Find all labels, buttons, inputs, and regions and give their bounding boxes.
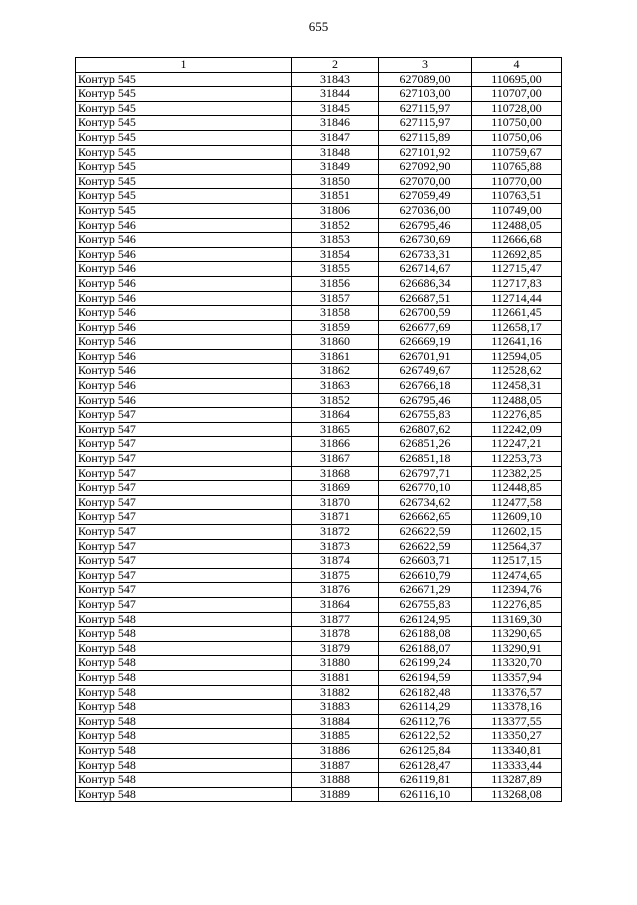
y-coordinate-cell: 112564,37 xyxy=(472,539,562,554)
table-row xyxy=(76,583,562,598)
y-coordinate-cell: 110759,67 xyxy=(472,145,562,160)
point-number-cell: 31888 xyxy=(292,773,379,788)
x-coordinate-cell: 627089,00 xyxy=(379,72,472,87)
table-row xyxy=(76,160,562,175)
y-coordinate-cell: 113350,27 xyxy=(472,729,562,744)
y-coordinate-cell: 110750,00 xyxy=(472,116,562,131)
point-number-cell: 31853 xyxy=(292,233,379,248)
table-row xyxy=(76,641,562,656)
y-coordinate-cell: 112242,09 xyxy=(472,422,562,437)
y-coordinate-cell: 112276,85 xyxy=(472,597,562,612)
y-coordinate-cell: 110695,00 xyxy=(472,72,562,87)
contour-name-cell: Контур 548 xyxy=(76,627,292,642)
point-number-cell: 31887 xyxy=(292,758,379,773)
table-row xyxy=(76,525,562,540)
contour-name-cell: Контур 546 xyxy=(76,262,292,277)
y-coordinate-cell: 112692,85 xyxy=(472,247,562,262)
table-row xyxy=(76,495,562,510)
table-row xyxy=(76,452,562,467)
point-number-cell: 31878 xyxy=(292,627,379,642)
table-row xyxy=(76,379,562,394)
point-number-cell: 31872 xyxy=(292,525,379,540)
x-coordinate-cell: 626194,59 xyxy=(379,670,472,685)
point-number-cell: 31873 xyxy=(292,539,379,554)
contour-name-cell: Контур 548 xyxy=(76,700,292,715)
contour-name-cell: Контур 545 xyxy=(76,189,292,204)
contour-name-cell: Контур 545 xyxy=(76,116,292,131)
contour-name-cell: Контур 546 xyxy=(76,335,292,350)
x-coordinate-cell: 627115,97 xyxy=(379,116,472,131)
x-coordinate-cell: 626733,31 xyxy=(379,247,472,262)
point-number-cell: 31886 xyxy=(292,743,379,758)
table-row xyxy=(76,670,562,685)
table-row xyxy=(76,597,562,612)
table-row xyxy=(76,203,562,218)
point-number-cell: 31862 xyxy=(292,364,379,379)
x-coordinate-cell: 626755,83 xyxy=(379,597,472,612)
table-row xyxy=(76,233,562,248)
x-coordinate-cell: 626677,69 xyxy=(379,320,472,335)
table-row xyxy=(76,554,562,569)
y-coordinate-cell: 110749,00 xyxy=(472,203,562,218)
table-row xyxy=(76,568,562,583)
contour-name-cell: Контур 547 xyxy=(76,583,292,598)
y-coordinate-cell: 110770,00 xyxy=(472,174,562,189)
y-coordinate-cell: 112488,05 xyxy=(472,393,562,408)
y-coordinate-cell: 112714,44 xyxy=(472,291,562,306)
table-row xyxy=(76,422,562,437)
y-coordinate-cell: 112666,68 xyxy=(472,233,562,248)
y-coordinate-cell: 113290,65 xyxy=(472,627,562,642)
contour-name-cell: Контур 546 xyxy=(76,291,292,306)
y-coordinate-cell: 112474,65 xyxy=(472,568,562,583)
column-header-3: 3 xyxy=(379,58,472,73)
table-row xyxy=(76,320,562,335)
y-coordinate-cell: 113268,08 xyxy=(472,787,562,802)
x-coordinate-cell: 626755,83 xyxy=(379,408,472,423)
point-number-cell: 31858 xyxy=(292,306,379,321)
x-coordinate-cell: 626749,67 xyxy=(379,364,472,379)
x-coordinate-cell: 626128,47 xyxy=(379,758,472,773)
y-coordinate-cell: 113169,30 xyxy=(472,612,562,627)
point-number-cell: 31843 xyxy=(292,72,379,87)
table-row xyxy=(76,174,562,189)
point-number-cell: 31845 xyxy=(292,101,379,116)
x-coordinate-cell: 626662,65 xyxy=(379,510,472,525)
point-number-cell: 31889 xyxy=(292,787,379,802)
x-coordinate-cell: 626188,08 xyxy=(379,627,472,642)
x-coordinate-cell: 627103,00 xyxy=(379,87,472,102)
x-coordinate-cell: 627115,89 xyxy=(379,130,472,145)
contour-name-cell: Контур 547 xyxy=(76,481,292,496)
x-coordinate-cell: 626114,29 xyxy=(379,700,472,715)
contour-name-cell: Контур 546 xyxy=(76,349,292,364)
x-coordinate-cell: 626851,26 xyxy=(379,437,472,452)
y-coordinate-cell: 113377,55 xyxy=(472,714,562,729)
table-row xyxy=(76,729,562,744)
contour-name-cell: Контур 546 xyxy=(76,233,292,248)
contour-name-cell: Контур 547 xyxy=(76,525,292,540)
point-number-cell: 31885 xyxy=(292,729,379,744)
contour-name-cell: Контур 545 xyxy=(76,160,292,175)
column-header-4: 4 xyxy=(472,58,562,73)
point-number-cell: 31871 xyxy=(292,510,379,525)
contour-name-cell: Контур 547 xyxy=(76,568,292,583)
contour-name-cell: Контур 547 xyxy=(76,466,292,481)
table-row xyxy=(76,189,562,204)
point-number-cell: 31859 xyxy=(292,320,379,335)
point-number-cell: 31869 xyxy=(292,481,379,496)
contour-name-cell: Контур 548 xyxy=(76,612,292,627)
x-coordinate-cell: 626125,84 xyxy=(379,743,472,758)
x-coordinate-cell: 626182,48 xyxy=(379,685,472,700)
y-coordinate-cell: 112661,45 xyxy=(472,306,562,321)
contour-name-cell: Контур 545 xyxy=(76,72,292,87)
y-coordinate-cell: 112253,73 xyxy=(472,452,562,467)
table-row xyxy=(76,408,562,423)
x-coordinate-cell: 627036,00 xyxy=(379,203,472,218)
y-coordinate-cell: 112394,76 xyxy=(472,583,562,598)
point-number-cell: 31884 xyxy=(292,714,379,729)
contour-name-cell: Контур 545 xyxy=(76,203,292,218)
y-coordinate-cell: 112247,21 xyxy=(472,437,562,452)
contour-name-cell: Контур 547 xyxy=(76,597,292,612)
contour-name-cell: Контур 545 xyxy=(76,130,292,145)
x-coordinate-cell: 626851,18 xyxy=(379,452,472,467)
x-coordinate-cell: 627115,97 xyxy=(379,101,472,116)
y-coordinate-cell: 112641,16 xyxy=(472,335,562,350)
point-number-cell: 31806 xyxy=(292,203,379,218)
x-coordinate-cell: 626797,71 xyxy=(379,466,472,481)
y-coordinate-cell: 113376,57 xyxy=(472,685,562,700)
table-row xyxy=(76,656,562,671)
contour-name-cell: Контур 545 xyxy=(76,101,292,116)
point-number-cell: 31875 xyxy=(292,568,379,583)
y-coordinate-cell: 112609,10 xyxy=(472,510,562,525)
y-coordinate-cell: 113378,16 xyxy=(472,700,562,715)
x-coordinate-cell: 626603,71 xyxy=(379,554,472,569)
table-row xyxy=(76,247,562,262)
y-coordinate-cell: 112517,15 xyxy=(472,554,562,569)
y-coordinate-cell: 113357,94 xyxy=(472,670,562,685)
table-row xyxy=(76,612,562,627)
contour-name-cell: Контур 547 xyxy=(76,539,292,554)
contour-name-cell: Контур 545 xyxy=(76,87,292,102)
point-number-cell: 31849 xyxy=(292,160,379,175)
point-number-cell: 31877 xyxy=(292,612,379,627)
point-number-cell: 31852 xyxy=(292,393,379,408)
point-number-cell: 31864 xyxy=(292,408,379,423)
point-number-cell: 31861 xyxy=(292,349,379,364)
point-number-cell: 31847 xyxy=(292,130,379,145)
contour-name-cell: Контур 548 xyxy=(76,787,292,802)
y-coordinate-cell: 112448,85 xyxy=(472,481,562,496)
y-coordinate-cell: 110763,51 xyxy=(472,189,562,204)
table-row xyxy=(76,306,562,321)
contour-name-cell: Контур 548 xyxy=(76,685,292,700)
table-body xyxy=(76,72,562,802)
contour-name-cell: Контур 546 xyxy=(76,218,292,233)
table-row xyxy=(76,116,562,131)
y-coordinate-cell: 112477,58 xyxy=(472,495,562,510)
contour-name-cell: Контур 548 xyxy=(76,758,292,773)
table-row xyxy=(76,364,562,379)
x-coordinate-cell: 626686,34 xyxy=(379,276,472,291)
y-coordinate-cell: 110750,06 xyxy=(472,130,562,145)
contour-name-cell: Контур 546 xyxy=(76,247,292,262)
contour-name-cell: Контур 546 xyxy=(76,306,292,321)
point-number-cell: 31874 xyxy=(292,554,379,569)
point-number-cell: 31879 xyxy=(292,641,379,656)
x-coordinate-cell: 626807,62 xyxy=(379,422,472,437)
y-coordinate-cell: 110765,88 xyxy=(472,160,562,175)
contour-name-cell: Контур 547 xyxy=(76,422,292,437)
x-coordinate-cell: 626610,79 xyxy=(379,568,472,583)
x-coordinate-cell: 626730,69 xyxy=(379,233,472,248)
x-coordinate-cell: 626714,67 xyxy=(379,262,472,277)
table-row xyxy=(76,714,562,729)
table-row xyxy=(76,510,562,525)
contour-name-cell: Контур 547 xyxy=(76,510,292,525)
point-number-cell: 31867 xyxy=(292,452,379,467)
table-row xyxy=(76,145,562,160)
contour-name-cell: Контур 548 xyxy=(76,656,292,671)
y-coordinate-cell: 110707,00 xyxy=(472,87,562,102)
contour-name-cell: Контур 546 xyxy=(76,379,292,394)
contour-name-cell: Контур 547 xyxy=(76,495,292,510)
x-coordinate-cell: 626795,46 xyxy=(379,393,472,408)
table-row xyxy=(76,466,562,481)
point-number-cell: 31851 xyxy=(292,189,379,204)
contour-name-cell: Контур 546 xyxy=(76,364,292,379)
x-coordinate-cell: 626124,95 xyxy=(379,612,472,627)
point-number-cell: 31857 xyxy=(292,291,379,306)
y-coordinate-cell: 112658,17 xyxy=(472,320,562,335)
x-coordinate-cell: 626622,59 xyxy=(379,539,472,554)
page-number: 655 xyxy=(308,19,329,34)
point-number-cell: 31882 xyxy=(292,685,379,700)
y-coordinate-cell: 113320,70 xyxy=(472,656,562,671)
contour-name-cell: Контур 548 xyxy=(76,714,292,729)
contour-name-cell: Контур 547 xyxy=(76,554,292,569)
contour-name-cell: Контур 547 xyxy=(76,437,292,452)
x-coordinate-cell: 626669,19 xyxy=(379,335,472,350)
table-row xyxy=(76,481,562,496)
y-coordinate-cell: 112488,05 xyxy=(472,218,562,233)
point-number-cell: 31870 xyxy=(292,495,379,510)
table-row xyxy=(76,87,562,102)
y-coordinate-cell: 112382,25 xyxy=(472,466,562,481)
point-number-cell: 31881 xyxy=(292,670,379,685)
point-number-cell: 31848 xyxy=(292,145,379,160)
point-number-cell: 31850 xyxy=(292,174,379,189)
table-header-row xyxy=(76,58,562,73)
table-row xyxy=(76,758,562,773)
contour-name-cell: Контур 548 xyxy=(76,729,292,744)
table-row xyxy=(76,218,562,233)
contour-name-cell: Контур 546 xyxy=(76,393,292,408)
y-coordinate-cell: 112717,83 xyxy=(472,276,562,291)
table-row xyxy=(76,685,562,700)
point-number-cell: 31854 xyxy=(292,247,379,262)
table-row xyxy=(76,291,562,306)
x-coordinate-cell: 627059,49 xyxy=(379,189,472,204)
point-number-cell: 31876 xyxy=(292,583,379,598)
coordinates-table xyxy=(75,57,562,802)
point-number-cell: 31863 xyxy=(292,379,379,394)
y-coordinate-cell: 113333,44 xyxy=(472,758,562,773)
contour-name-cell: Контур 548 xyxy=(76,670,292,685)
point-number-cell: 31852 xyxy=(292,218,379,233)
contour-name-cell: Контур 548 xyxy=(76,743,292,758)
y-coordinate-cell: 112528,62 xyxy=(472,364,562,379)
contour-name-cell: Контур 548 xyxy=(76,641,292,656)
contour-name-cell: Контур 547 xyxy=(76,452,292,467)
x-coordinate-cell: 626671,29 xyxy=(379,583,472,598)
y-coordinate-cell: 113340,81 xyxy=(472,743,562,758)
x-coordinate-cell: 626112,76 xyxy=(379,714,472,729)
point-number-cell: 31868 xyxy=(292,466,379,481)
x-coordinate-cell: 626766,18 xyxy=(379,379,472,394)
point-number-cell: 31860 xyxy=(292,335,379,350)
x-coordinate-cell: 626734,62 xyxy=(379,495,472,510)
table-row xyxy=(76,349,562,364)
point-number-cell: 31855 xyxy=(292,262,379,277)
y-coordinate-cell: 113290,91 xyxy=(472,641,562,656)
point-number-cell: 31846 xyxy=(292,116,379,131)
x-coordinate-cell: 626700,59 xyxy=(379,306,472,321)
point-number-cell: 31883 xyxy=(292,700,379,715)
contour-name-cell: Контур 547 xyxy=(76,408,292,423)
x-coordinate-cell: 626116,10 xyxy=(379,787,472,802)
x-coordinate-cell: 626122,52 xyxy=(379,729,472,744)
contour-name-cell: Контур 545 xyxy=(76,174,292,189)
x-coordinate-cell: 626770,10 xyxy=(379,481,472,496)
column-header-1: 1 xyxy=(76,58,292,73)
table-row xyxy=(76,72,562,87)
point-number-cell: 31864 xyxy=(292,597,379,612)
x-coordinate-cell: 626622,59 xyxy=(379,525,472,540)
table-row xyxy=(76,743,562,758)
contour-name-cell: Контур 546 xyxy=(76,320,292,335)
point-number-cell: 31856 xyxy=(292,276,379,291)
y-coordinate-cell: 110728,00 xyxy=(472,101,562,116)
y-coordinate-cell: 112276,85 xyxy=(472,408,562,423)
table-row xyxy=(76,539,562,554)
table-row xyxy=(76,262,562,277)
x-coordinate-cell: 626687,51 xyxy=(379,291,472,306)
x-coordinate-cell: 627070,00 xyxy=(379,174,472,189)
table-row xyxy=(76,335,562,350)
y-coordinate-cell: 113287,89 xyxy=(472,773,562,788)
contour-name-cell: Контур 545 xyxy=(76,145,292,160)
x-coordinate-cell: 627092,90 xyxy=(379,160,472,175)
table-row xyxy=(76,627,562,642)
x-coordinate-cell: 626188,07 xyxy=(379,641,472,656)
column-header-2: 2 xyxy=(292,58,379,73)
point-number-cell: 31866 xyxy=(292,437,379,452)
y-coordinate-cell: 112594,05 xyxy=(472,349,562,364)
table-row xyxy=(76,130,562,145)
table-row xyxy=(76,787,562,802)
table-row xyxy=(76,437,562,452)
table-row xyxy=(76,700,562,715)
point-number-cell: 31865 xyxy=(292,422,379,437)
table-row xyxy=(76,276,562,291)
point-number-cell: 31844 xyxy=(292,87,379,102)
table-row xyxy=(76,393,562,408)
y-coordinate-cell: 112715,47 xyxy=(472,262,562,277)
contour-name-cell: Контур 548 xyxy=(76,773,292,788)
x-coordinate-cell: 626199,24 xyxy=(379,656,472,671)
contour-name-cell: Контур 546 xyxy=(76,276,292,291)
y-coordinate-cell: 112458,31 xyxy=(472,379,562,394)
x-coordinate-cell: 627101,92 xyxy=(379,145,472,160)
x-coordinate-cell: 626795,46 xyxy=(379,218,472,233)
x-coordinate-cell: 626119,81 xyxy=(379,773,472,788)
table-row xyxy=(76,773,562,788)
table-row xyxy=(76,101,562,116)
y-coordinate-cell: 112602,15 xyxy=(472,525,562,540)
point-number-cell: 31880 xyxy=(292,656,379,671)
x-coordinate-cell: 626701,91 xyxy=(379,349,472,364)
